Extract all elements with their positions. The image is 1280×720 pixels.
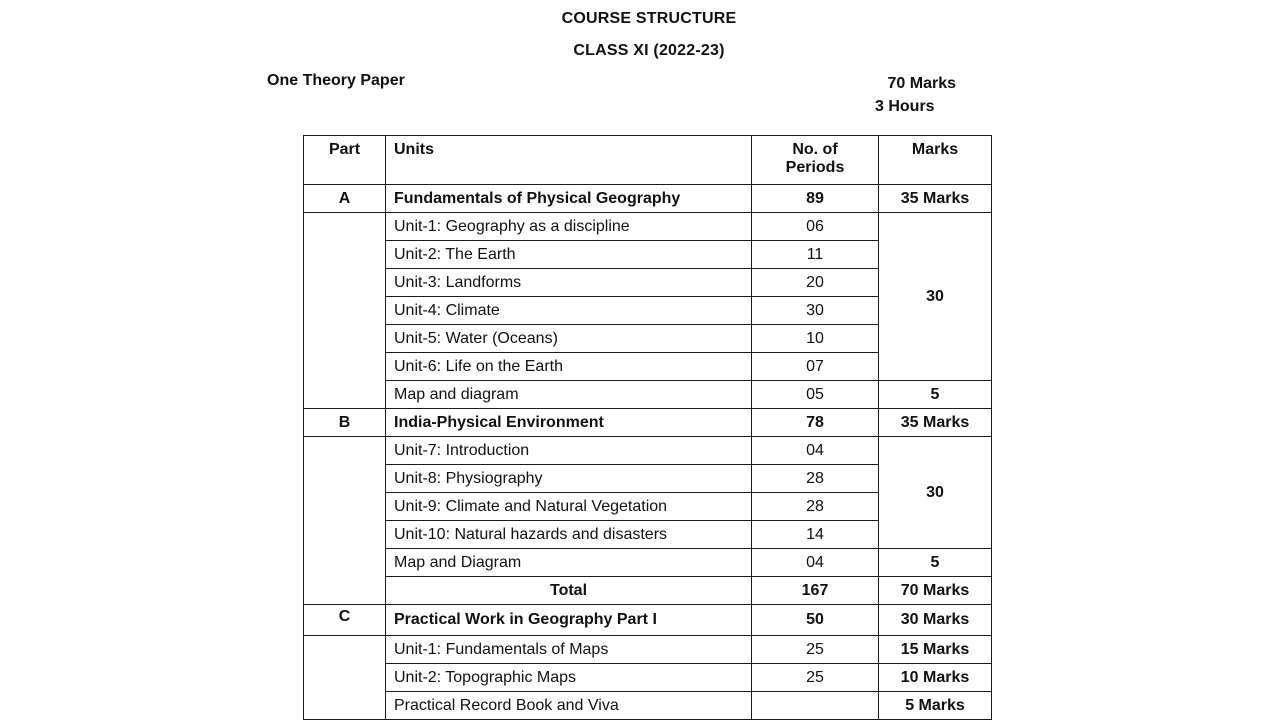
unit-cell: Unit-1: Fundamentals of Maps bbox=[386, 636, 752, 664]
unit-cell: Practical Work in Geography Part I bbox=[386, 605, 752, 636]
header-periods bbox=[752, 136, 879, 185]
page-subtitle: CLASS XI (2022-23) bbox=[573, 42, 725, 59]
part-cell-empty bbox=[304, 213, 386, 409]
table-row bbox=[304, 437, 992, 465]
marks-cell: 30 bbox=[879, 213, 992, 381]
table-row bbox=[304, 636, 992, 664]
header-units: Units bbox=[386, 136, 752, 185]
paper-meta bbox=[873, 72, 956, 118]
header-periods-line2: Periods bbox=[785, 159, 845, 176]
periods-cell: 28 bbox=[752, 493, 879, 521]
marks-cell: 10 Marks bbox=[879, 664, 992, 692]
unit-cell: Unit-7: Introduction bbox=[386, 437, 752, 465]
unit-cell: Unit-6: Life on the Earth bbox=[386, 353, 752, 381]
part-cell: A bbox=[304, 185, 386, 213]
header-part: Part bbox=[304, 136, 386, 185]
periods-cell-empty bbox=[752, 692, 879, 720]
unit-cell: Unit-2: The Earth bbox=[386, 241, 752, 269]
unit-cell: Unit-9: Climate and Natural Vegetation bbox=[386, 493, 752, 521]
marks-cell: 35 Marks bbox=[879, 409, 992, 437]
part-cell: B bbox=[304, 409, 386, 437]
periods-cell: 30 bbox=[752, 297, 879, 325]
table-row bbox=[304, 692, 992, 720]
periods-cell: 78 bbox=[752, 409, 879, 437]
unit-cell: Unit-3: Landforms bbox=[386, 269, 752, 297]
periods-cell: 04 bbox=[752, 549, 879, 577]
table-row bbox=[304, 664, 992, 692]
total-periods: 167 bbox=[752, 577, 879, 605]
header-periods-line1: No. of bbox=[792, 141, 838, 158]
duration: 3 Hours bbox=[875, 98, 935, 115]
table-row bbox=[304, 381, 992, 409]
table-row bbox=[304, 185, 992, 213]
table-row-total bbox=[304, 577, 992, 605]
course-structure-table bbox=[303, 135, 992, 720]
header-marks: Marks bbox=[879, 136, 992, 185]
periods-cell: 20 bbox=[752, 269, 879, 297]
table-row bbox=[304, 549, 992, 577]
table-row bbox=[304, 605, 992, 636]
total-label: Total bbox=[386, 577, 752, 605]
marks-cell: 5 Marks bbox=[879, 692, 992, 720]
unit-cell: Map and diagram bbox=[386, 381, 752, 409]
unit-cell: Unit-5: Water (Oceans) bbox=[386, 325, 752, 353]
marks-cell: 15 Marks bbox=[879, 636, 992, 664]
page-title: COURSE STRUCTURE bbox=[561, 10, 737, 27]
marks-cell: 35 Marks bbox=[879, 185, 992, 213]
unit-cell: India-Physical Environment bbox=[386, 409, 752, 437]
periods-cell: 25 bbox=[752, 636, 879, 664]
part-cell-empty bbox=[304, 437, 386, 605]
paper-label: One Theory Paper bbox=[267, 72, 405, 89]
periods-cell: 04 bbox=[752, 437, 879, 465]
periods-cell: 28 bbox=[752, 465, 879, 493]
table-header-row bbox=[304, 136, 992, 185]
unit-cell: Unit-10: Natural hazards and disasters bbox=[386, 521, 752, 549]
unit-cell: Unit-1: Geography as a discipline bbox=[386, 213, 752, 241]
total-marks-cell: 70 Marks bbox=[879, 577, 992, 605]
unit-cell: Map and Diagram bbox=[386, 549, 752, 577]
part-cell-empty bbox=[304, 636, 386, 720]
unit-cell: Fundamentals of Physical Geography bbox=[386, 185, 752, 213]
periods-cell: 11 bbox=[752, 241, 879, 269]
periods-cell: 50 bbox=[752, 605, 879, 636]
marks-cell: 5 bbox=[879, 549, 992, 577]
periods-cell: 05 bbox=[752, 381, 879, 409]
unit-cell: Practical Record Book and Viva bbox=[386, 692, 752, 720]
unit-cell: Unit-2: Topographic Maps bbox=[386, 664, 752, 692]
table-row bbox=[304, 213, 992, 241]
marks-cell: 30 bbox=[879, 437, 992, 549]
periods-cell: 10 bbox=[752, 325, 879, 353]
marks-cell: 5 bbox=[879, 381, 992, 409]
unit-cell: Unit-4: Climate bbox=[386, 297, 752, 325]
total-marks: 70 Marks bbox=[887, 75, 956, 92]
periods-cell: 89 bbox=[752, 185, 879, 213]
periods-cell: 07 bbox=[752, 353, 879, 381]
marks-cell: 30 Marks bbox=[879, 605, 992, 636]
part-cell: C bbox=[304, 605, 386, 636]
periods-cell: 25 bbox=[752, 664, 879, 692]
periods-cell: 14 bbox=[752, 521, 879, 549]
unit-cell: Unit-8: Physiography bbox=[386, 465, 752, 493]
table-row bbox=[304, 409, 992, 437]
periods-cell: 06 bbox=[752, 213, 879, 241]
